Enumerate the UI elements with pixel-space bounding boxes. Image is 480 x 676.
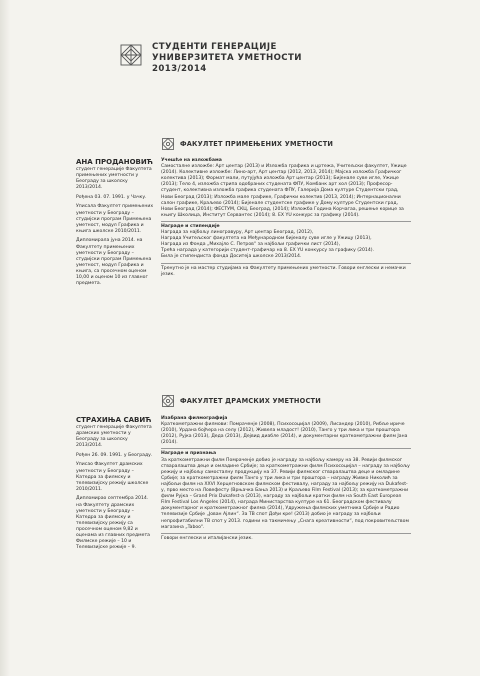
section-heading: Награде и признања xyxy=(161,451,217,457)
awards-text: За краткометражни филм Помраченје добио је награду за најбољу камеру на 38. Ревији филмског стваралаштва деце и омладине Србије; за краткометражни филм Психосоцијал – награду за најбољу режију и најбољу самосталну продукцију на 37. Ревији филмског стваралаштва деце и омладине Србије; за краткометражни филм Танго у три лика и три проштора – награду Живко Николић за најбољи филм на XXVI Херцегновском филмском фестивалу, награду за најбољу режију на Dukafest-у, прво место на Ловефесту (Врњачка Бања 2013) и Краљево Film Festival (2013); за краткометражни филм Рујка – Grand Prix Dukafest-а (2013), награду за најбољи кратки филм на South East European Film Festival Los Angeles (2014), награда Министарства културе на 61. Београдском фестивалу документарног и краткометражног филма (2014), Удружења филмских уметника Србије и Радио телевизије Србије „Јован Ајлин“. За ТВ спот Дођи кре! (2013) добио је награду за најбољи непрофитабилни ТВ спот у 2013. години на такмичењу „Снага креативности“, под покровитељством магазина „Taboo“. xyxy=(161,457,410,530)
award-line: Награда за најбољу линогравуру, Арт центар Београд, (2012), xyxy=(161,230,314,236)
divider xyxy=(161,533,411,534)
student-details-strahinja xyxy=(161,416,411,544)
student-details-ana xyxy=(161,158,411,280)
bio-paragraph: Дипломирао септембра 2014. на Факултету драмских уметности у Београду – Катедра за филмску и телевизијску режију са просечном оценом 9,82 и оценама из главних предмета Филмске режије – 10 и Телевизијске режије – 9. xyxy=(76,496,150,551)
page-edge-shadow xyxy=(0,0,10,676)
title-line-2: УНИВЕРЗИТЕТА УМЕТНОСТИ xyxy=(152,53,302,63)
award-line: Награда из Фонда „Михајло С. Петров“ за најбољи графички лист (2014), xyxy=(161,242,341,248)
bio-paragraph: студент генерације Факултета примењених уметности у Београду за школску 2013/2014. xyxy=(76,167,152,191)
page-title xyxy=(152,42,302,75)
divider xyxy=(161,448,411,449)
title-line-3: 2013/2014 xyxy=(152,64,207,74)
exhibitions-text: Самосталне изложбе: Арт центар (2013) и Изложба графика и цртежа, Учитељски факултет, Ужице (2014). Колективне изложбе: Лино-арт, Арт центар (2012, 2013, 2014); Мајска изложба Графичког колектива (2013); Формат мали, путујућа изложба Арт центар (2013); Бијенале суве игле, Ужице (2013); Тело 4, изложба стрипа одобраних студената ФПУ, Комбанк арт хол (2013); Професор-студент, колективна изложба графика студената ФПУ, Галерија Дома културе Студентски град, Нови Београд (2013); Изложба мале графике, Графички колектив (2013, 2014); Интернационални салон графике, Краљево (2014); Бијенале студентске графике у Дому културе Студентски град, Нови Београд (2014); ФЕСТУМ, СКЦ, Београд, (2014); Изложба Година Корчагаа, решење корице за књигу Школица, Институт Сервантес (2014); 8. EX YU конкурс за графику (2014). xyxy=(161,164,407,218)
faculty-logo-icon xyxy=(161,137,175,151)
section-heading: Награде и стипендије xyxy=(161,223,220,229)
student-name: СТРАХИЊА САВИЋ xyxy=(76,416,152,424)
award-line: Трећа награда у категорији студент-графичар на 8. EX YU конкурсу за графику (2014). xyxy=(161,248,374,254)
bio-paragraph: Уписала Факултет примењених уметности у Београду – студијски програм Примењена уметност, модул Графика и књига школске 2010/2011. xyxy=(76,204,154,234)
faculty-heading-dramatic-arts: ФАКУЛТЕТ ДРАМСКИХ УМЕТНОСТИ xyxy=(180,397,321,405)
faculty-heading-applied-arts: ФАКУЛТЕТ ПРИМЕЊЕНИХ УМЕТНОСТИ xyxy=(180,140,334,148)
faculty-logo-icon xyxy=(161,394,175,408)
closing-text: Говори енглески и италијански језик. xyxy=(161,535,253,541)
student-bio-ana xyxy=(76,158,154,291)
divider xyxy=(161,263,411,264)
closing-text: Тренутно је на мастер студијама на Факултету примењених уметности. Говори енглески и немачки језик. xyxy=(161,265,406,277)
bio-paragraph: Уписао Факултет драмских уметности у Београду – Катедра за филмску и телевизијску режију школске 2010/2011. xyxy=(76,462,149,492)
filmography-text: Краткометражни филмови: Помраченје (2008), Психосоцијал (2009), Лисандер (2010), Рибље ириче (2010), Урдана бојћера на селу (2012), Живела младост! (2010), Танго у три лика и три проштора (2012), Рујка (2013), Деда (2013), Дејвид диабле (2014), и документарни краткометражни филм Јана (2014). xyxy=(161,422,408,446)
university-logo-icon xyxy=(118,42,144,68)
divider xyxy=(161,221,411,222)
bio-paragraph: студент генерације Факултета драмских уметности у Београду за школску 2013/2014. xyxy=(76,425,152,449)
section-heading: Учешће на изложбама xyxy=(161,158,222,163)
title-line-1: СТУДЕНТИ ГЕНЕРАЦИЈЕ xyxy=(152,42,277,52)
bio-paragraph: Рођена 03. 07. 1991. у Чачку. xyxy=(76,194,147,200)
award-line: Била је стипендиста фонда Доситеја школске 2013/2014. xyxy=(161,254,302,260)
section-heading: Изабрана филмографија xyxy=(161,416,228,421)
bio-paragraph: Рођен 26. 09. 1991. у Београду. xyxy=(76,452,153,458)
awards-list xyxy=(161,230,411,260)
student-name: АНА ПРОДАНОВИЋ xyxy=(76,158,153,166)
student-bio-strahinja xyxy=(76,416,154,555)
bio-paragraph: Дипломирала јуна 2014. на Факултету примењених уметности у Београду – студијски програм Примењена уметност, модул Графика и књига, са просечном оценом 10,00 и оценом 10 из главног предмета. xyxy=(76,238,152,287)
award-line: Награда Учитељског факултета на Међународном бијеналу суве игле у Ужицу (2013), xyxy=(161,236,372,242)
